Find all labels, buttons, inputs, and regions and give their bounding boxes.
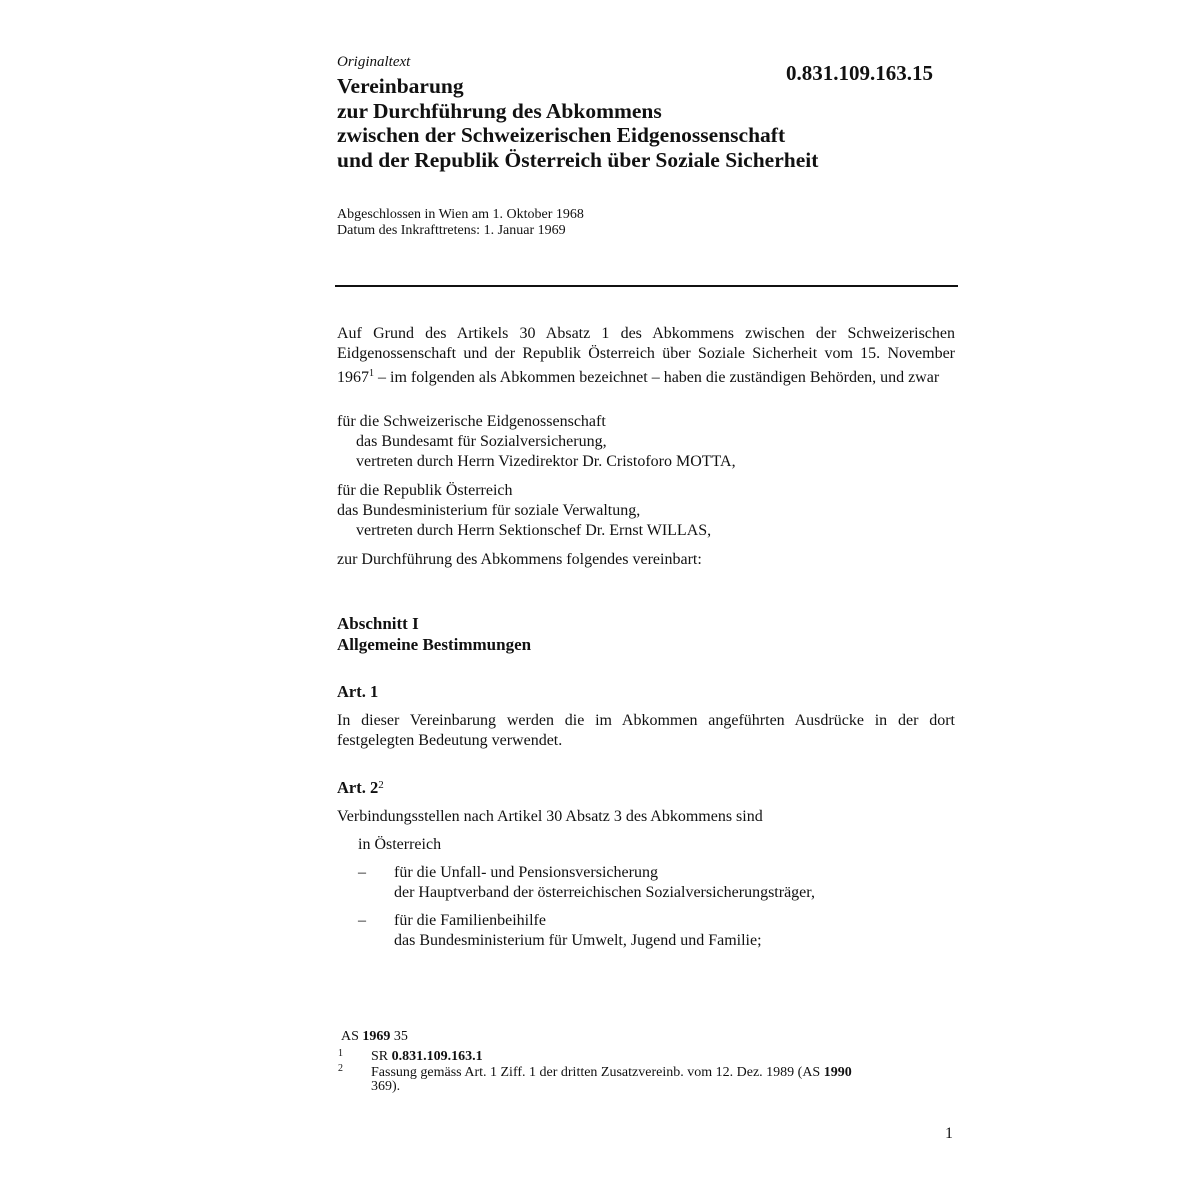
art1-text: In dieser Vereinbarung werden die im Abkommen angeführten Ausdrücke in der dort festgelegten Bedeutung verwendet. <box>337 712 955 749</box>
concluded-date: Abgeschlossen in Wien am 1. Oktober 1968 <box>337 207 584 222</box>
list-dash: – <box>358 912 366 929</box>
footnote-mark-1: 1 <box>338 1048 343 1059</box>
preamble-text: Auf Grund des Artikels 30 Absatz 1 des Abkommens zwischen der Schweizerischen Eidgenossenschaft und der Republik Österreich über Soziale Sicherheit vom 15. November 1967 <box>337 325 955 386</box>
list-item-line: der Hauptverband der österreichischen Sozialversicherungsträger, <box>394 884 815 901</box>
section-title: Allgemeine Bestimmungen <box>337 635 532 654</box>
list-item-line: das Bundesministerium für Umwelt, Jugend und Familie; <box>394 932 762 949</box>
section-heading <box>337 613 531 655</box>
title-line: und der Republik Österreich über Soziale Sicherheit <box>337 147 819 172</box>
art2-intro: Verbindungsstellen nach Artikel 30 Absatz 3 des Abkommens sind <box>337 808 763 825</box>
preamble-paragraph <box>337 324 955 388</box>
art2-heading <box>337 778 384 798</box>
as-reference: AS 1969 35 <box>341 1029 408 1044</box>
swiss-representative: vertreten durch Herrn Vizedirektor Dr. Cristoforo MOTTA, <box>356 453 736 470</box>
austrian-representative: vertreten durch Herrn Sektionschef Dr. Ernst WILLAS, <box>356 522 712 539</box>
swiss-party-line: für die Schweizerische Eidgenossenschaft <box>337 413 606 430</box>
austrian-party <box>337 481 711 541</box>
austrian-authority: das Bundesministerium für soziale Verwaltung, <box>337 502 641 519</box>
title-line: zwischen der Schweizerischen Eidgenossenschaft <box>337 123 786 147</box>
list-item-line: für die Familienbeihilfe <box>394 912 546 929</box>
list-item <box>394 863 815 903</box>
austrian-party-line: für die Republik Österreich <box>337 482 513 499</box>
swiss-party <box>337 412 736 472</box>
footnote-2: Fassung gemäss Art. 1 Ziff. 1 der dritten Zusatzvereinb. vom 12. Dez. 1989 (AS 1990 369). <box>371 1065 852 1094</box>
sr-number: 0.831.109.163.15 <box>786 61 933 85</box>
list-item-line: für die Unfall- und Pensionsversicherung <box>394 864 658 881</box>
section-number: Abschnitt I <box>337 614 419 633</box>
swiss-authority: das Bundesamt für Sozialversicherung, <box>356 433 607 450</box>
art1-heading: Art. 1 <box>337 682 379 701</box>
art2-country: in Österreich <box>358 836 442 853</box>
page-number: 1 <box>945 1125 953 1142</box>
list-item <box>394 911 762 951</box>
document-title <box>337 74 818 172</box>
footnote-ref-1[interactable]: 1 <box>369 368 374 379</box>
originaltext-label: Originaltext <box>337 54 411 70</box>
preamble-text-continued: – im folgenden als Abkommen bezeichnet – haben die zuständigen Behörden, und zwar <box>374 369 940 386</box>
document-dates <box>337 207 584 239</box>
footnote-mark-2: 2 <box>338 1063 343 1074</box>
title-line: Vereinbarung <box>337 74 464 98</box>
footnote-ref-2[interactable]: 2 <box>378 779 384 791</box>
preamble-closing: zur Durchführung des Abkommens folgendes vereinbart: <box>337 551 702 568</box>
in-force-date: Datum des Inkrafttretens: 1. Januar 1969 <box>337 223 566 238</box>
footnote-1: SR 0.831.109.163.1 <box>371 1049 483 1064</box>
header-divider <box>335 285 958 287</box>
title-line: zur Durchführung des Abkommens <box>337 98 662 123</box>
art2-heading-label: Art. 2 <box>337 778 379 797</box>
list-dash: – <box>358 864 366 881</box>
